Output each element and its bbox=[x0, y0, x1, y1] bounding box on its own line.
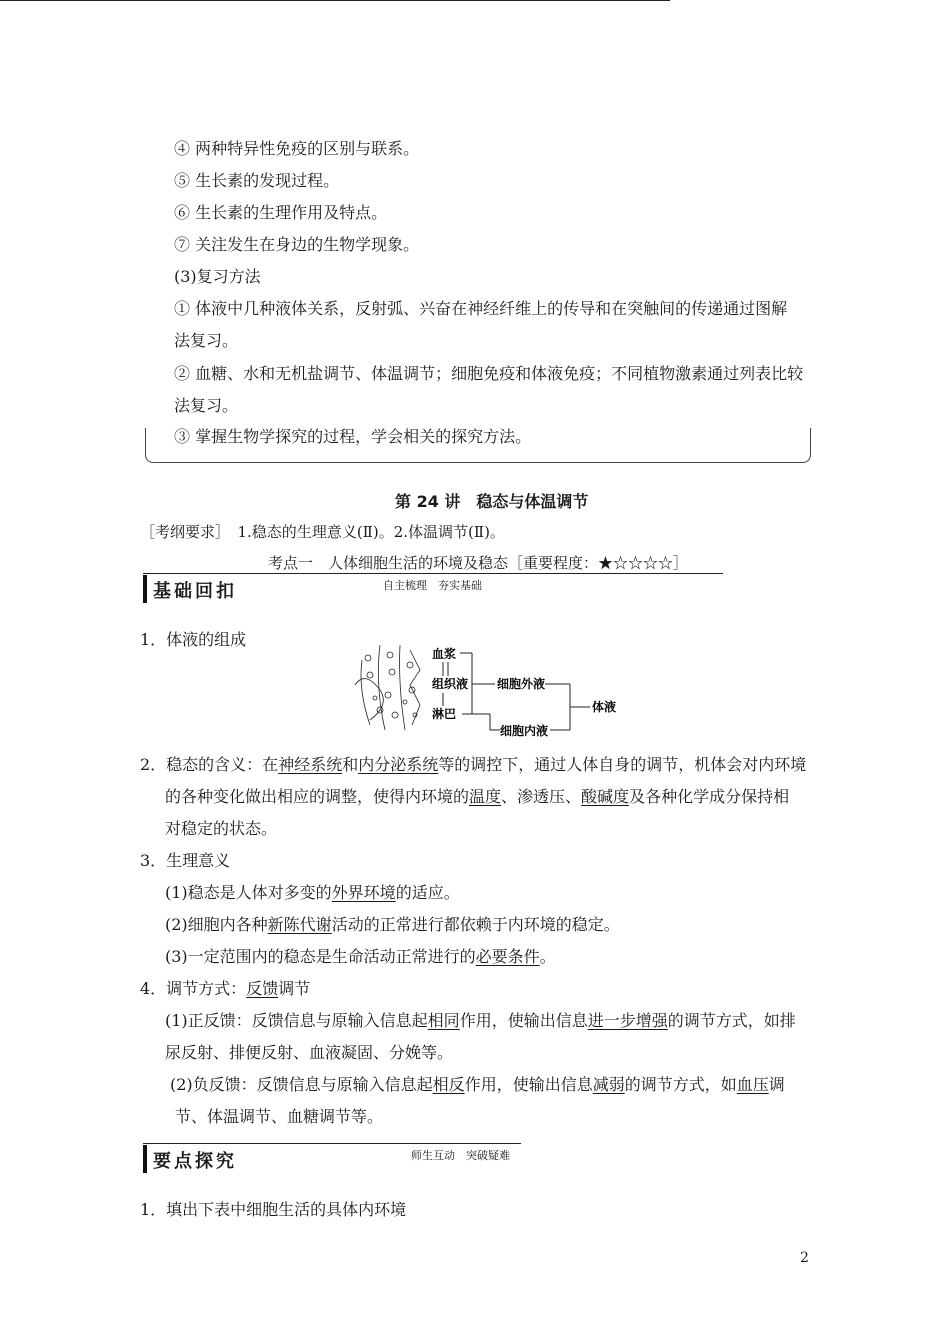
negative-feedback-line2: 节、体温调节、血糖调节等。 bbox=[175, 1107, 384, 1126]
lecture-title: 第 24 讲 稳态与体温调节 bbox=[395, 492, 589, 511]
label-body-fluid: 体液 bbox=[592, 700, 617, 714]
negative-feedback-line1 bbox=[170, 1075, 785, 1095]
answer-ph: 酸碱度 bbox=[581, 787, 630, 806]
header-rule bbox=[0, 0, 670, 1]
list-item-5: ⑤ 生长素的发现过程。 bbox=[174, 171, 340, 190]
significance-2 bbox=[165, 915, 620, 935]
text: 4．调节方式： bbox=[140, 979, 247, 998]
significance-3 bbox=[165, 947, 556, 967]
text: 活动的正常进行都依赖于内环境的稳定。 bbox=[331, 915, 620, 934]
section-header-basics bbox=[143, 573, 583, 603]
label-lymph: 淋巴 bbox=[432, 707, 457, 721]
label-extracellular: 细胞外液 bbox=[497, 677, 546, 691]
topic-heading: 考点一 人体细胞生活的环境及稳态［重要程度：★☆☆☆☆］ bbox=[268, 554, 689, 572]
section-label: 基础回扣 bbox=[153, 581, 237, 602]
text: 。 bbox=[539, 947, 556, 966]
list-item-6: ⑥ 生长素的生理作用及特点。 bbox=[174, 203, 388, 222]
positive-feedback-line2: 尿反射、排便反射、血液凝固、分娩等。 bbox=[165, 1043, 454, 1062]
method-2-line1: ② 血糖、水和无机盐调节、体温调节；细胞免疫和体液免疫；不同植物激素通过列表比较 bbox=[174, 364, 804, 383]
text: 作用，使输出信息 bbox=[464, 1075, 593, 1094]
method-1-line1: ① 体液中几种液体关系，反射弧、兴奋在神经纤维上的传导和在突触间的传递通过图解 bbox=[174, 299, 788, 318]
section-subtitle: 师生互动 突破疑难 bbox=[411, 1149, 510, 1162]
answer-weaken: 减弱 bbox=[592, 1075, 625, 1094]
text: (3)一定范围内的稳态是生命活动正常进行的 bbox=[165, 947, 476, 966]
section-bar bbox=[143, 575, 147, 603]
text: 作用，使输出信息 bbox=[459, 1011, 588, 1030]
physiological-significance-title: 3．生理意义 bbox=[140, 851, 231, 870]
answer-nervous-system: 神经系统 bbox=[278, 755, 343, 774]
text: 及各种化学成分保持相 bbox=[629, 787, 790, 806]
text: (1)稳态是人体对多变的 bbox=[165, 883, 332, 902]
answer-metabolism: 新陈代谢 bbox=[267, 915, 332, 934]
text: 2．稳态的含义：在 bbox=[140, 755, 279, 774]
homeostasis-def-line2 bbox=[165, 787, 789, 807]
answer-blood-pressure: 血压 bbox=[736, 1075, 769, 1094]
item-body-fluid-composition: 1．体液的组成 bbox=[140, 630, 247, 649]
homeostasis-def-line1 bbox=[140, 755, 806, 775]
method-1-line2: 法复习。 bbox=[174, 331, 239, 350]
outline-requirements: ［考纲要求］ 1.稳态的生理意义(Ⅱ)。2.体温调节(Ⅱ)。 bbox=[140, 523, 505, 541]
answer-necessary-condition: 必要条件 bbox=[475, 947, 540, 966]
section-label: 要点探究 bbox=[153, 1151, 237, 1172]
text: 和 bbox=[342, 755, 359, 774]
text: (1)正反馈：反馈信息与原输入信息起 bbox=[165, 1011, 428, 1030]
text: 等的调控下，通过人体自身的调节，机体会对内环境 bbox=[438, 755, 807, 774]
text: 、渗透压、 bbox=[501, 787, 582, 806]
label-intracellular: 细胞内液 bbox=[500, 724, 549, 738]
text: 调节 bbox=[278, 979, 311, 998]
answer-endocrine-system: 内分泌系统 bbox=[358, 755, 439, 774]
text: (2)细胞内各种 bbox=[165, 915, 268, 934]
text: (2)负反馈：反馈信息与原输入信息起 bbox=[170, 1075, 433, 1094]
text: 的适应。 bbox=[395, 883, 460, 902]
body-fluid-diagram bbox=[350, 640, 630, 740]
section-subtitle: 自主梳理 夯实基础 bbox=[383, 579, 482, 592]
answer-external-environment: 外界环境 bbox=[331, 883, 396, 902]
list-item-7: ⑦ 关注发生在身边的生物学现象。 bbox=[174, 235, 420, 254]
page-number: 2 bbox=[800, 1250, 809, 1266]
answer-further-enhance: 进一步增强 bbox=[587, 1011, 668, 1030]
item-fill-table: 1．填出下表中细胞生活的具体内环境 bbox=[140, 1200, 407, 1219]
section-bar bbox=[143, 1145, 147, 1173]
positive-feedback-line1 bbox=[165, 1011, 796, 1031]
label-tissue-fluid: 组织液 bbox=[432, 677, 469, 691]
list-item-4: ④ 两种特异性免疫的区别与联系。 bbox=[174, 139, 420, 158]
significance-1 bbox=[165, 883, 460, 903]
method-3: ③ 掌握生物学探究的过程，学会相关的探究方法。 bbox=[174, 427, 532, 446]
review-methods-heading: (3)复习方法 bbox=[174, 267, 261, 286]
diagram-arrows bbox=[443, 653, 590, 730]
section-rule bbox=[143, 1143, 521, 1144]
label-plasma: 血浆 bbox=[432, 647, 457, 661]
content-box-border bbox=[145, 428, 811, 463]
tissue-illustration bbox=[355, 645, 420, 730]
text: 的各种变化做出相应的调整，使得内环境的 bbox=[165, 787, 470, 806]
homeostasis-def-line3: 对稳定的状态。 bbox=[165, 819, 278, 838]
section-rule bbox=[143, 573, 723, 574]
text: 的调节方式，如 bbox=[624, 1075, 737, 1094]
answer-same: 相同 bbox=[427, 1011, 460, 1030]
section-header-key-points bbox=[143, 1143, 523, 1173]
method-2-line2: 法复习。 bbox=[174, 396, 239, 415]
answer-temperature: 温度 bbox=[469, 787, 502, 806]
answer-feedback: 反馈 bbox=[246, 979, 279, 998]
text: 的调节方式，如排 bbox=[667, 1011, 796, 1030]
regulation-method-title bbox=[140, 979, 310, 999]
answer-opposite: 相反 bbox=[432, 1075, 465, 1094]
text: 调 bbox=[768, 1075, 785, 1094]
